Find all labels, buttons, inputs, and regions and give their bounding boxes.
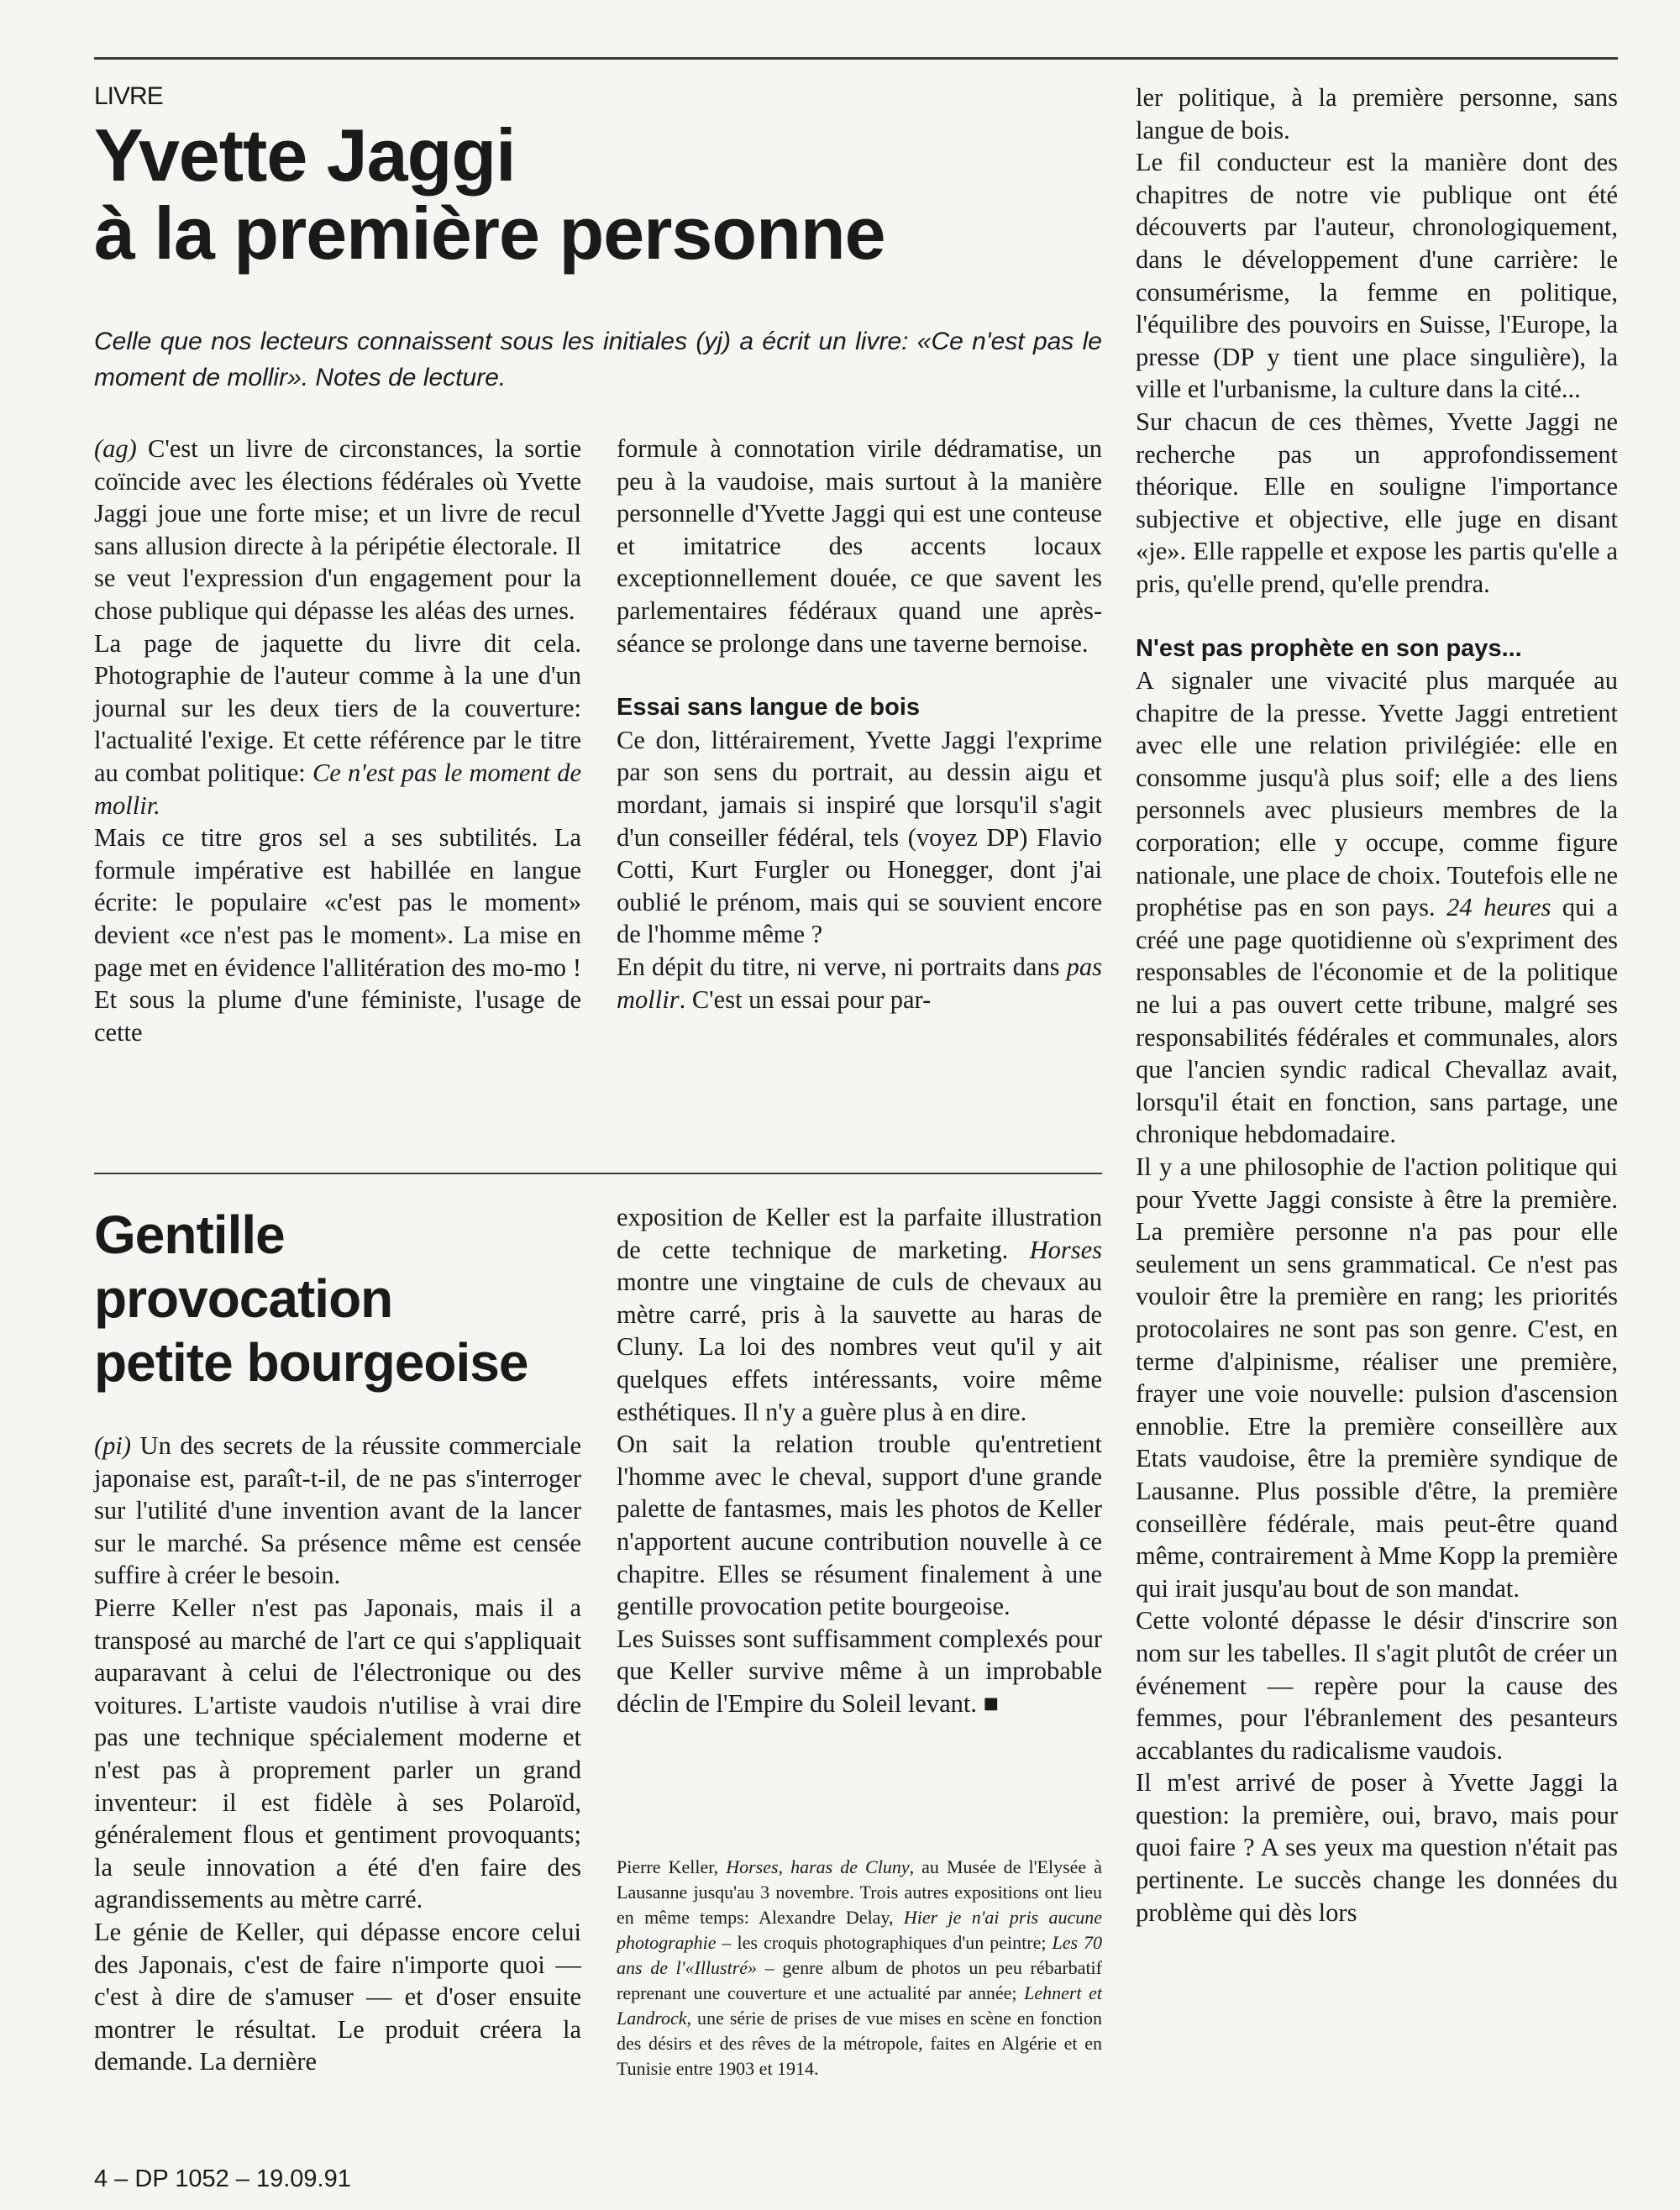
paragraph: En dépit du titre, ni verve, ni portraits dans pas mollir. C'est un essai pour par- [617, 952, 1102, 1014]
rubric-label: LIVRE [94, 82, 163, 110]
paragraph: La page de jaquette du livre dit cela. Photographie de l'auteur comme à la une d'un journal sur les deux tiers de la couverture: l'actualité l'exige. Et cette référence par le titre au combat politique: Ce n'est pas le moment de mollir. [94, 628, 582, 820]
paragraph: (pi) Un des secrets de la réussite commerciale japonaise est, paraît-t-il, de ne pas s'interroger sur l'utilité d'une invention avant de la lancer sur le marché. Sa présence même est censée suffire à créer le besoin. [94, 1431, 581, 1590]
paragraph: Sur chacun de ces thèmes, Yvette Jaggi ne recherche pas un approfondissement théorique. Elle en souligne l'importance subjective et objective, elle juge en disant «je». Elle rappelle et expose les partis qu'elle a pris, qu'elle prend, qu'elle prendra. [1136, 407, 1618, 598]
paragraph: Il y a une philosophie de l'action politique qui pour Yvette Jaggi consiste à être la première. La première personne n'a pas pour elle seulement un sens grammatical. Ce n'est pas vouloir être la première en rang; les priorités protocolaires ne sont pas son genre. C'est, en terme d'alpinisme, réaliser une première, frayer une voie nouvelle: pulsion d'ascension ennoblie. Etre la première conseillère aux Etats vaudoise, être la première syndique de Lausanne. Plus possible d'être, la première conseillère fédérale, mais peut-être quand même, contrairement à Mme Kopp la première qui irait jusqu'au bout de son mandat. [1136, 1152, 1618, 1603]
page-folio: 4 – DP 1052 – 19.09.91 [94, 2165, 351, 2192]
paragraph: (ag) C'est un livre de circonstances, la sortie coïncide avec les élections fédérales où Yvette Jaggi joue une forte mise; et un livre de recul sans allusion directe à la péripétie électorale. Il se veut l'expression d'un engagement pour la chose publique qui dépasse les aléas des urnes. [94, 434, 581, 625]
paragraph: Le génie de Keller, qui dépasse encore celui des Japonais, c'est de faire n'importe quoi — c'est à dire de s'amuser — et d'oser ensuite montrer le résultat. Le produit créera la demande. La dernière [94, 1917, 581, 2076]
article2-column-2 [617, 1201, 1102, 1720]
end-mark: ■ [983, 1688, 1000, 1718]
top-rule [94, 57, 1618, 60]
paragraph: Les Suisses sont suffisamment complexés pour que Keller survive même à un improbable déclin de l'Empire du Soleil levant. ■ [617, 1624, 1102, 1718]
book-title: Ce n'est pas le moment de mollir. [94, 758, 582, 820]
paragraph: Pierre Keller n'est pas Japonais, mais il a transposé au marché de l'art ce qui s'appliquait auparavant à celui de l'électronique ou des voitures. L'artiste vaudois n'utilise à vrai dire pas une technique spécialement moderne et n'est pas à proprement parler un grand inventeur: il est fidèle à ses Polaroïd, généralement flous et gentiment provoquants; la seule innovation a été d'en faire des agrandissements au mètre carré. [94, 1593, 581, 1914]
paragraph: A signaler une vivacité plus marquée au chapitre de la presse. Yvette Jaggi entretient avec elle une relation privilégiée: elle en consomme jusqu'à plus soif; elle a des liens personnels avec plusieurs membres de la corporation; elle y occupe, comme figure nationale, une place de choix. Toutefois elle ne prophétise pas en son pays. 24 heures qui a créé une page quotidienne où s'expriment des responsables de l'économie et de la politique ne lui a pas ouvert cette tribune, malgré ses responsabilités fédérales et communales, alors que l'ancien syndic radical Chevallaz avait, lorsqu'il était en fonction, sans partage, une chronique hebdomadaire. [1136, 666, 1618, 1149]
article2-column-1 [94, 1430, 581, 2078]
subheading: Essai sans langue de bois [617, 694, 921, 722]
paragraph: Mais ce titre gros sel a ses subtilités. La formule impérative est habillée en langue écrite: le populaire «c'est pas le moment» devient «ce n'est pas le moment». La mise en page met en évidence l'allitération des mo-mo ! Et sous la plume d'une féministe, l'usage de cette [94, 823, 581, 1047]
exhibition-caption: Pierre Keller, Horses, haras de Cluny, au Musée de l'Elysée à Lausanne jusqu'au 3 novembre. Trois autres expositions ont lieu en même temps: Alexandre Delay, Hier je n'ai pris aucune photographie – les croquis photographiques d'un peintre; Les 70 ans de l'«Illustré» – genre album de photos un peu rébarbatif reprenant une couverture et une actualité par année; Lehnert et Landrock, une série de prises de vue mises en scène en fonction des désirs et des rêves de la métropole, faites en Algérie et en Tunisie entre 1903 et 1914. [617, 1856, 1102, 2079]
section-divider [94, 1173, 1102, 1174]
author-initials: (ag) [94, 434, 137, 463]
paragraph: Il m'est arrivé de poser à Yvette Jaggi la question: la première, oui, bravo, mais pour quoi faire ? A ses yeux ma question n'était pas pertinente. Le succès change les données du problème qui dès lors [1136, 1768, 1618, 1927]
article1-headline: Yvette Jaggi à la première personne [94, 113, 885, 276]
article2-headline: Gentille provocation petite bourgeoise [94, 1205, 528, 1393]
paragraph: formule à connotation virile dédramatise, un peu à la vaudoise, mais surtout à la manière personnelle d'Yvette Jaggi qui est une conteuse et imitatrice des accents locaux exceptionnellement douée, ce que savent les parlementaires fédéraux quand une après-séance se prolonge dans une taverne bernoise. [617, 434, 1102, 658]
article1-column-3 [1136, 81, 1618, 1929]
article1-column-1 [94, 433, 581, 1048]
paragraph: On sait la relation trouble qu'entretient l'homme avec le cheval, support d'une grande palette de fantasmes, mais les photos de Keller n'apportent aucune contribution nouvelle à ce chapitre. Elles se résument finalement à une gentille provocation petite bourgeoise. [617, 1430, 1102, 1621]
author-initials: (pi) [94, 1431, 132, 1460]
subheading: N'est pas prophète en son pays... [1136, 634, 1522, 662]
article1-column-2 [617, 433, 1102, 1016]
paragraph: Cette volonté dépasse le désir d'inscrire son nom sur les tabelles. Il s'agit plutôt de créer un événement — repère pour la cause des femmes, pour l'ébranlement des pesanteurs accablantes du radicalisme vaudois. [1136, 1606, 1618, 1765]
paragraph: Ce don, littérairement, Yvette Jaggi l'exprime par son sens du portrait, au dessin aigu et mordant, jamais si inspiré que lorsqu'il s'agit d'un conseiller fédéral, tels (voyez DP) Flavio Cotti, Kurt Furgler ou Honegger, dont j'ai oublié le prénom, mais qui se souvient encore de l'homme même ? [617, 725, 1102, 949]
article1-deck: Celle que nos lecteurs connaissent sous les initiales (yj) a écrit un livre: «Ce n'est pas le moment de mollir». Notes de lecture. [94, 328, 1102, 391]
paragraph: ler politique, à la première personne, sans langue de bois. [1136, 83, 1618, 144]
paragraph: exposition de Keller est la parfaite illustration de cette technique de marketing. Horses montre une vingtaine de culs de chevaux au mètre carré, pris à la sauvette au haras de Cluny. La loi des nombres veut qu'il y ait quelques effets intéressants, voire même esthétiques. Il n'y a guère plus à en dire. [617, 1203, 1102, 1426]
paragraph: Le fil conducteur est la manière dont des chapitres de notre vie publique ont été découverts par l'auteur, chronologiquement, dans le développement d'une carrière: le consumérisme, la femme en politique, l'équilibre des pouvoirs en Suisse, l'Europe, la presse (DP y tient une place singulière), la ville et l'urbanisme, la culture dans la cité... [1136, 148, 1618, 404]
